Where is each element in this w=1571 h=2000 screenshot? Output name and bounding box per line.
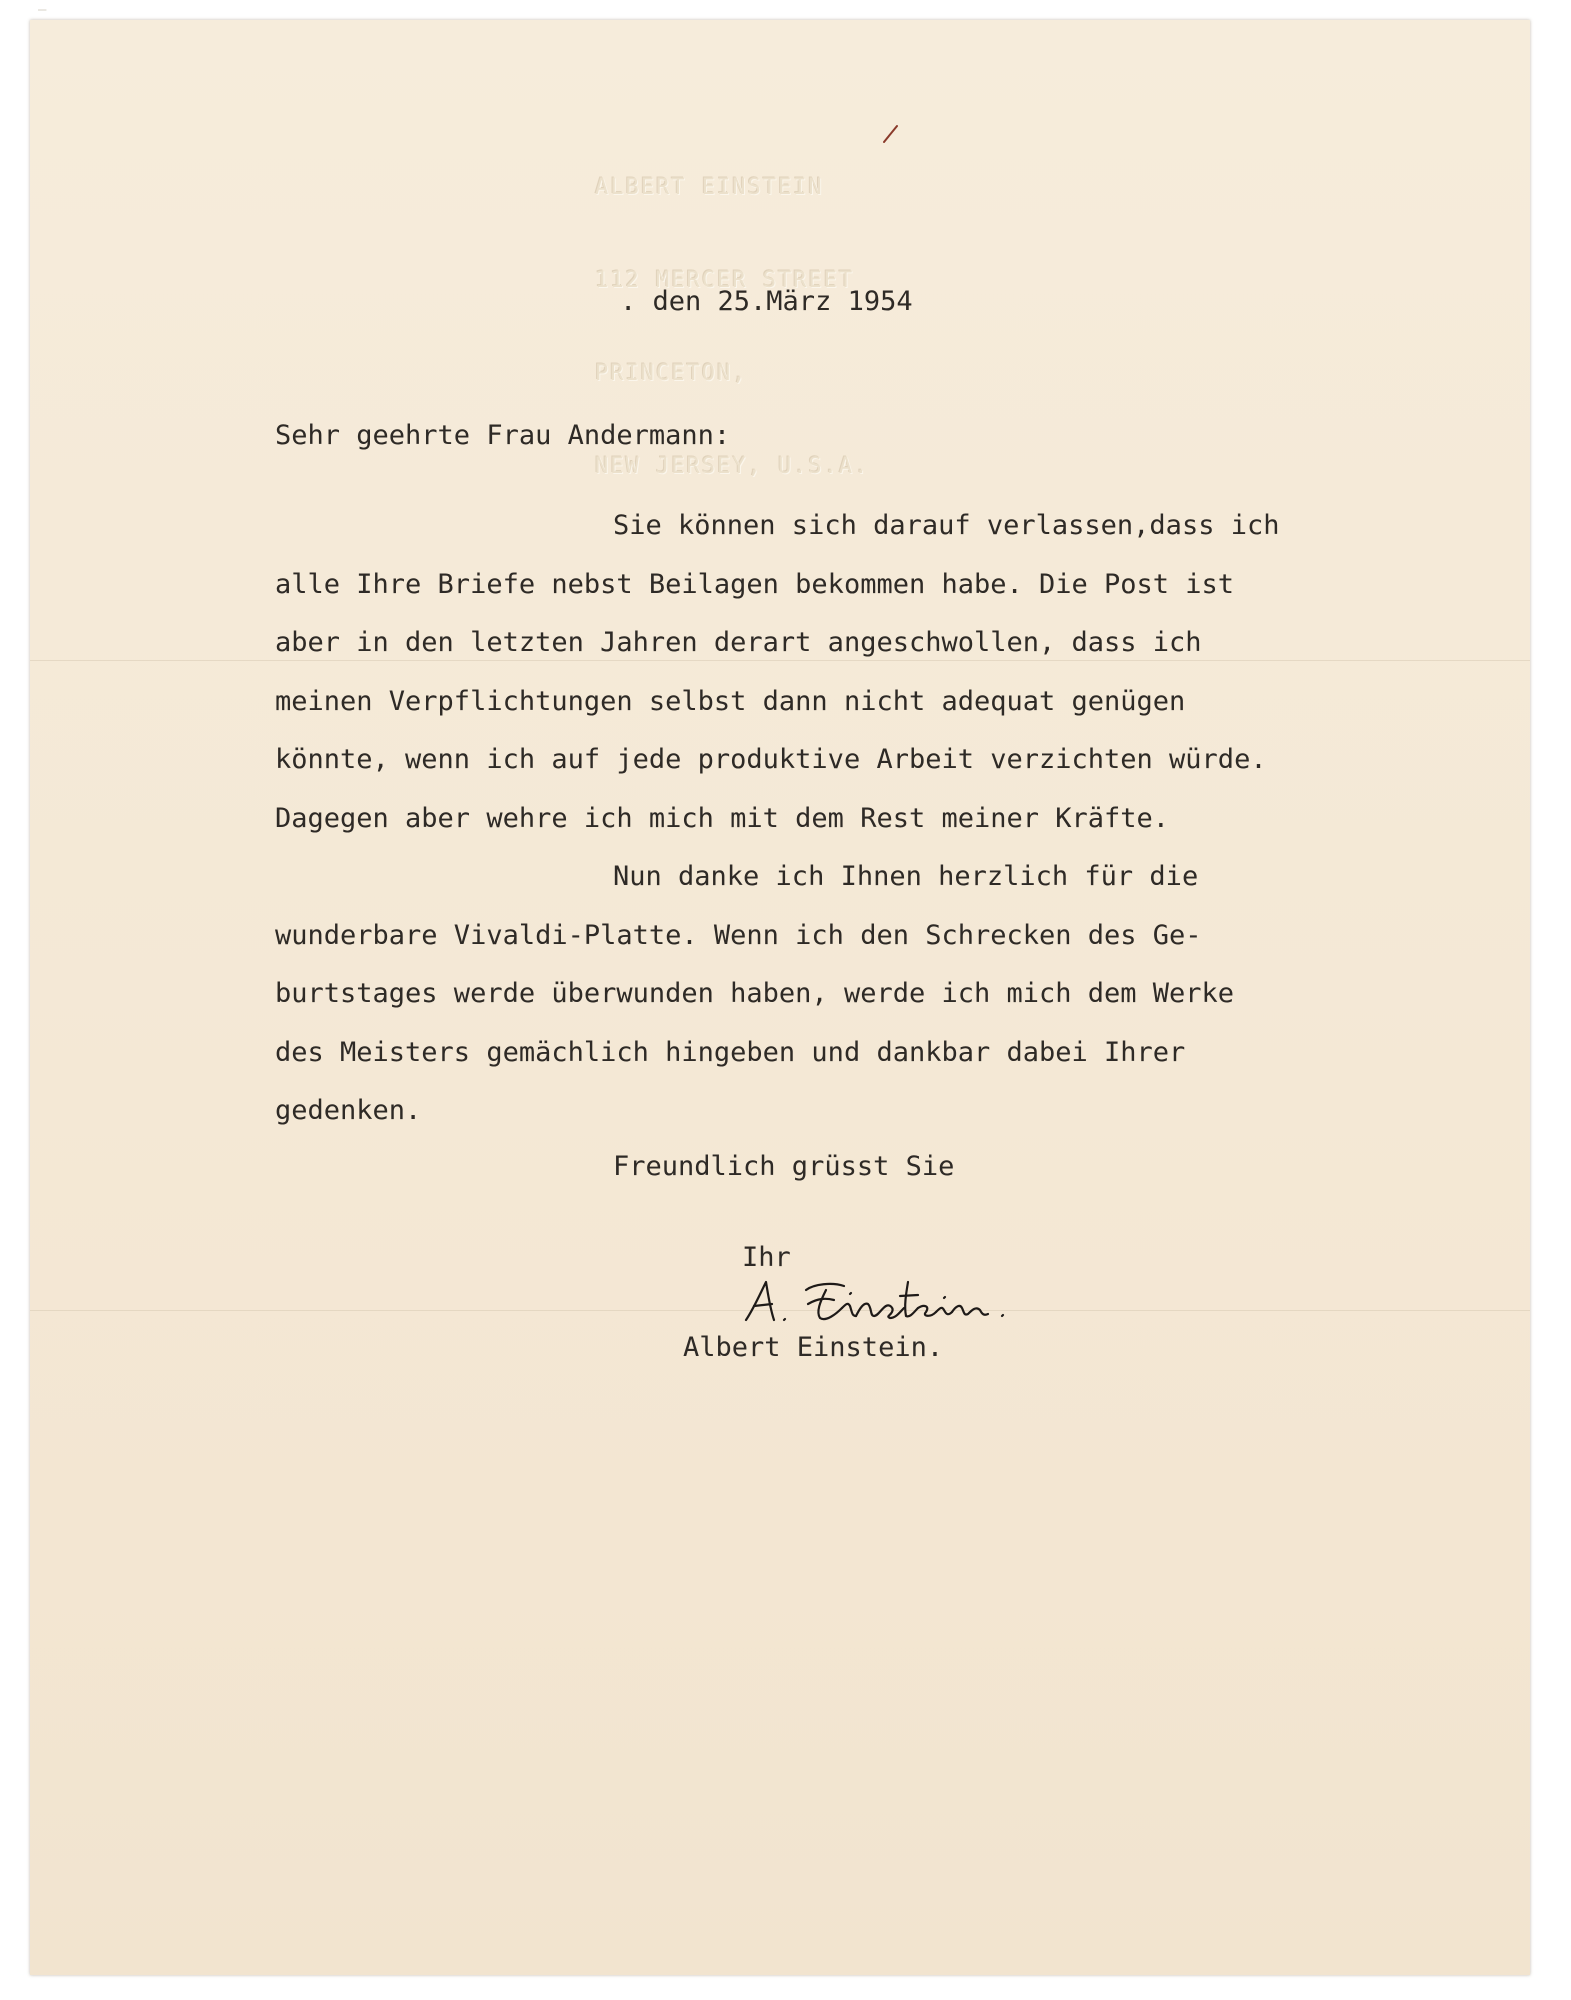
letterhead-line: NEW JERSEY, U.S.A. — [595, 454, 870, 479]
corner-pencil-note: — — [38, 2, 47, 18]
letter-paper — [30, 20, 1530, 1975]
body-line: gedenken. — [275, 1095, 422, 1126]
letterhead-line: PRINCETON, — [595, 361, 748, 386]
body-line: könnte, wenn ich auf jede produktive Arbeit verzichten würde. — [275, 744, 1267, 775]
letter-body — [275, 497, 1455, 1141]
letterhead-line: ALBERT EINSTEIN — [595, 175, 824, 200]
embossed-letterhead — [595, 110, 915, 544]
salutation: Sehr geehrte Frau Andermann: — [275, 420, 731, 451]
body-line: alle Ihre Briefe nebst Beilagen bekommen habe. Die Post ist — [275, 568, 1235, 600]
body-line: wunderbare Vivaldi-Platte. Wenn ich den Schrecken des Ge- — [275, 919, 1202, 951]
body-line: des Meisters gemächlich hingeben und dankbar dabei Ihrer — [275, 1036, 1186, 1068]
typed-name: Albert Einstein. — [683, 1332, 944, 1363]
letterhead-line: 112 MERCER STREET — [595, 268, 855, 293]
letter-date: . den 25.März 1954 — [620, 286, 913, 317]
body-line: Nun danke ich Ihnen herzlich für die — [613, 861, 1199, 892]
body-line: burtstages werde überwunden haben, werde ich mich dem Werke — [275, 978, 1235, 1009]
closing-ihr: Ihr — [742, 1242, 791, 1273]
body-line: Dagegen aber wehre ich mich mit dem Rest meiner Kräfte. — [275, 802, 1170, 834]
closing: Freundlich grüsst Sie — [613, 1151, 955, 1182]
pen-tick-mark — [882, 124, 900, 144]
body-line: meinen Verpflichtungen selbst dann nicht adequat genügen — [275, 685, 1186, 717]
body-line: aber in den letzten Jahren derart angeschwollen, dass ich — [275, 627, 1202, 658]
handwritten-signature — [740, 1268, 1010, 1338]
body-line: Sie können sich darauf verlassen,dass ich — [613, 510, 1280, 541]
